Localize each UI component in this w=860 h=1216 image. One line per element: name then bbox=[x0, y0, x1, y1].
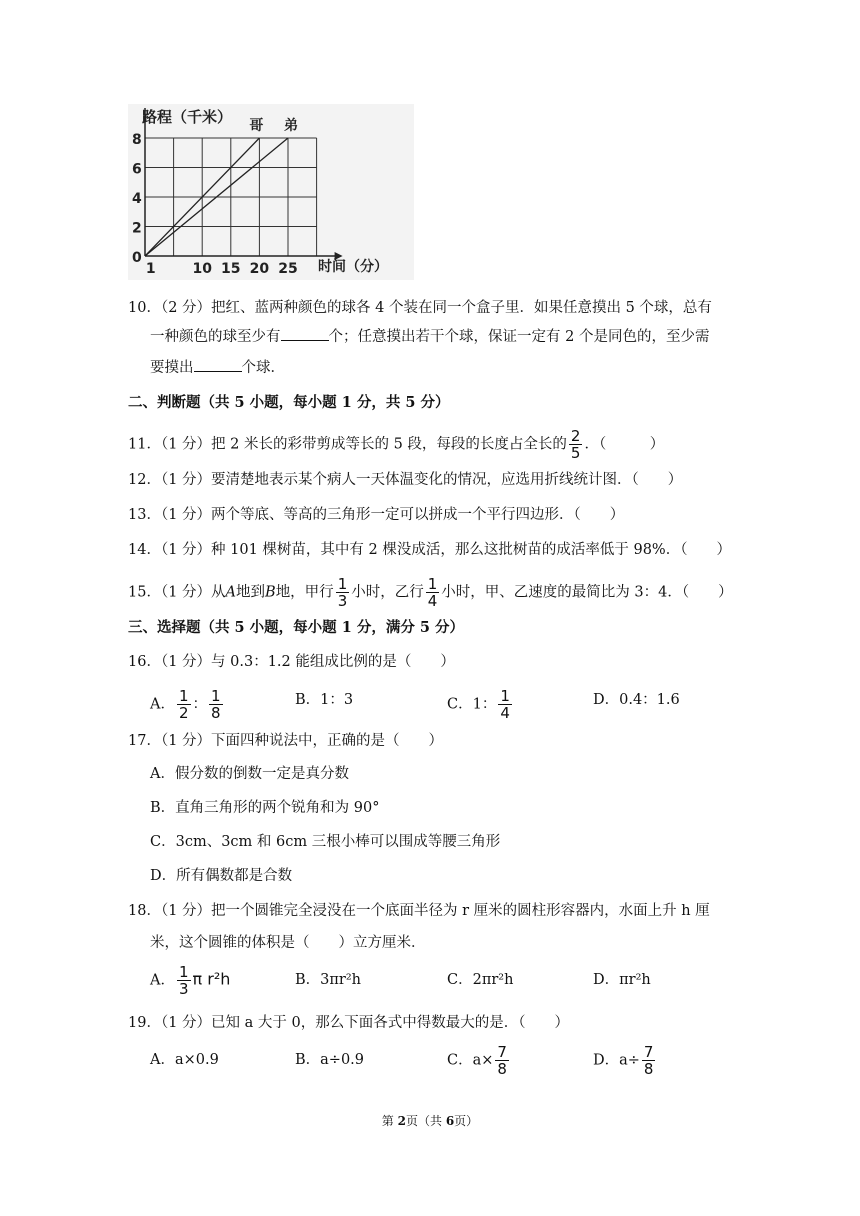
q12: 12．（1 分）要清楚地表示某个病人一天体温变化的情况，应选用折线统计图．（ ） bbox=[128, 472, 683, 488]
footer-text-b: 页（共 bbox=[405, 1114, 446, 1128]
q18-option-c[interactable]: C．2πr²h bbox=[447, 972, 514, 988]
q15-f2-den: 4 bbox=[427, 592, 438, 610]
chart-xlabel: 时间（分） bbox=[318, 259, 388, 275]
x-tick-label: 20 bbox=[249, 261, 270, 277]
q15-f1-den: 3 bbox=[337, 592, 348, 610]
q11-text-a: 11．（1 分）把 2 米长的彩带剪成等长的 5 段，每段的长度占全长的 bbox=[128, 436, 567, 453]
q10-text-d: 个球． bbox=[241, 360, 285, 376]
q16-a-f1-num: 1 bbox=[178, 687, 189, 705]
footer-text-a: 第 bbox=[381, 1114, 398, 1128]
q16-a-f2-num: 1 bbox=[211, 687, 221, 705]
q11-text-b: ．（ ） bbox=[584, 436, 665, 453]
q16-a-frac-2 bbox=[209, 688, 223, 721]
x-tick-label: 10 bbox=[192, 261, 212, 277]
distance-time-chart bbox=[128, 104, 414, 280]
q19-c-num: 7 bbox=[497, 1043, 507, 1061]
q10-blank-1[interactable] bbox=[281, 326, 329, 341]
footer-text-c: 页） bbox=[454, 1114, 479, 1128]
q16-option-d[interactable]: D．0.4：1.6 bbox=[593, 692, 680, 708]
q16-a-frac-1 bbox=[177, 688, 191, 721]
q19-d-label: D．a÷ bbox=[593, 1052, 640, 1069]
section-2-heading: 二、判断题（共 5 小题，每小题 1 分，共 5 分） bbox=[128, 394, 450, 411]
q11-fraction bbox=[569, 428, 583, 461]
q19-stem: 19．（1 分）已知 a 大于 0，那么下面各式中得数最大的是．（ ） bbox=[128, 1015, 569, 1031]
q18-a-den: 3 bbox=[178, 980, 189, 998]
q17-option-b[interactable]: B．直角三角形的两个锐角和为 90° bbox=[150, 800, 380, 816]
q19-option-a[interactable]: A．a×0.9 bbox=[150, 1052, 219, 1068]
q10-text-b: 个；任意摸出若干个球，保证一定有 2 个是同色的，至少需 bbox=[328, 329, 710, 345]
y-tick-label: 2 bbox=[132, 220, 142, 237]
q19-c-den: 8 bbox=[497, 1060, 507, 1078]
q18-line1: 18．（1 分）把一个圆锥完全浸没在一个底面半径为 r 厘米的圆柱形容器内，水面上升 h 厘 bbox=[128, 903, 710, 919]
q15-f1-num: 1 bbox=[337, 575, 348, 593]
q15-text-a: 15．（1 分）从 bbox=[128, 584, 226, 601]
q18-option-b[interactable]: B．3πr²h bbox=[295, 972, 361, 988]
q11 bbox=[128, 428, 664, 461]
q19-d-num: 7 bbox=[643, 1043, 654, 1061]
q15-text-b: 地到 bbox=[236, 584, 266, 601]
x-tick-label: 15 bbox=[221, 261, 241, 277]
q15-fraction-1 bbox=[336, 576, 350, 609]
footer-page-number: 2 bbox=[397, 1114, 406, 1128]
series-label-2: 弟 bbox=[284, 118, 298, 134]
x-tick-label: 25 bbox=[278, 261, 298, 277]
x-tick-label: 1 bbox=[145, 261, 156, 277]
q15-point-a: A bbox=[225, 584, 237, 601]
y-tick-label: 0 bbox=[132, 250, 142, 266]
q17-option-d[interactable]: D．所有偶数都是合数 bbox=[150, 868, 293, 884]
q18-a-rest: π r²h bbox=[192, 969, 231, 989]
q15-f2-num: 1 bbox=[427, 575, 438, 593]
q19-d-den: 8 bbox=[643, 1060, 654, 1078]
q19-c-label: C．a× bbox=[447, 1052, 494, 1069]
chart-ylabel: 路程（千米） bbox=[142, 108, 233, 126]
q11-frac-num: 2 bbox=[570, 427, 581, 445]
y-tick-label: 8 bbox=[132, 132, 142, 148]
q13: 13．（1 分）两个等底、等高的三角形一定可以拼成一个平行四边形．（ ） bbox=[128, 507, 625, 523]
q16-stem: 16．（1 分）与 0.3：1.2 能组成比例的是（ ） bbox=[128, 654, 455, 670]
q18-line2: 米，这个圆锥的体积是（ ）立方厘米． bbox=[150, 935, 426, 951]
chart-background bbox=[128, 104, 414, 280]
q16-c-label: C．1： bbox=[447, 696, 497, 713]
q15-text-d: 小时，乙行 bbox=[351, 584, 424, 601]
q17-option-a[interactable]: A．假分数的倒数一定是真分数 bbox=[150, 766, 349, 782]
page-footer bbox=[0, 1112, 860, 1129]
q11-frac-den: 5 bbox=[570, 444, 581, 462]
q18-a-frac bbox=[177, 964, 191, 997]
q16-c-num: 1 bbox=[500, 687, 510, 705]
q16-a-colon: ： bbox=[192, 696, 208, 713]
q17-stem: 17．（1 分）下面四种说法中，正确的是（ ） bbox=[128, 733, 444, 749]
q19-option-b[interactable]: B．a÷0.9 bbox=[295, 1052, 365, 1068]
q16-option-b[interactable]: B．1：3 bbox=[295, 692, 354, 708]
q18-option-d[interactable]: D．πr²h bbox=[593, 972, 651, 988]
q16-option-c[interactable] bbox=[447, 688, 514, 721]
q17-option-c[interactable]: C．3cm、3cm 和 6cm 三根小棒可以围成等腰三角形 bbox=[150, 834, 501, 850]
q18-a-label: A． bbox=[150, 972, 175, 989]
q16-a-label: A． bbox=[150, 696, 175, 713]
q19-d-frac bbox=[642, 1044, 656, 1077]
q19-option-c[interactable] bbox=[447, 1044, 511, 1077]
q10-blank-2[interactable] bbox=[194, 357, 242, 372]
q19-c-frac bbox=[495, 1044, 509, 1077]
q16-c-den: 4 bbox=[500, 704, 510, 722]
q15-text-e: 小时，甲、乙速度的最简比为 3：4．（ ） bbox=[441, 584, 733, 601]
q10-text-c: 要摸出 bbox=[150, 360, 194, 376]
section-3-heading: 三、选择题（共 5 小题，每小题 1 分，满分 5 分） bbox=[128, 619, 465, 636]
q18-option-a[interactable] bbox=[150, 964, 230, 997]
q10-line3 bbox=[150, 357, 285, 378]
q15-text-c: 地，甲行 bbox=[275, 584, 334, 601]
q18-a-num: 1 bbox=[178, 963, 189, 981]
q16-c-frac bbox=[498, 688, 512, 721]
q16-a-f2-den: 8 bbox=[211, 704, 221, 722]
q15-fraction-2 bbox=[426, 576, 440, 609]
q10-text-a: 一种颜色的球至少有 bbox=[150, 329, 281, 345]
q15-point-b: B bbox=[265, 584, 276, 601]
q16-option-a[interactable] bbox=[150, 688, 225, 721]
y-tick-label: 6 bbox=[132, 161, 142, 178]
q10-line1: 10．（2 分）把红、蓝两种颜色的球各 4 个装在同一个盒子里．如果任意摸出 5 个球，总有 bbox=[128, 300, 712, 316]
q16-a-f1-den: 2 bbox=[178, 704, 189, 722]
y-tick-label: 4 bbox=[132, 191, 142, 207]
q15 bbox=[128, 576, 733, 609]
q10-line2 bbox=[150, 326, 709, 347]
q19-option-d[interactable] bbox=[593, 1044, 657, 1077]
q14: 14．（1 分）种 101 棵树苗，其中有 2 棵没成活，那么这批树苗的成活率低于 98%．（ ） bbox=[128, 542, 731, 558]
footer-total-pages: 6 bbox=[445, 1114, 455, 1128]
series-label-1: 哥 bbox=[249, 118, 264, 134]
